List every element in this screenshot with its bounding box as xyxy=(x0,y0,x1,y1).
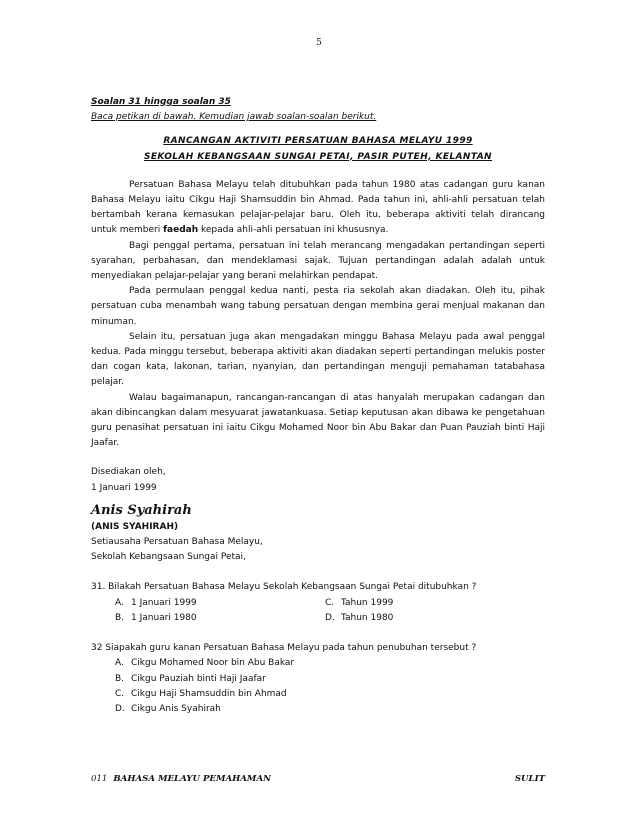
page-footer xyxy=(91,774,545,784)
passage-paragraph-3: Pada permulaan penggal kedua nanti, pesta ria sekolah akan diadakan. Oleh itu, pihak persatuan cuba menambah wang tabung persatuan dengan membina gerai menjual makanan dan minuman. xyxy=(91,286,545,327)
option-text: Cikgu Pauziah binti Haji Jaafar xyxy=(131,673,266,684)
option-text: Tahun 1999 xyxy=(341,597,394,608)
content-area xyxy=(91,95,545,717)
signoff-date: 1 Januari 1999 xyxy=(91,482,157,493)
option-row xyxy=(115,611,545,626)
answer-options xyxy=(91,656,545,717)
option-text: Cikgu Haji Shamsuddin bin Ahmad xyxy=(131,688,287,699)
option-letter: B. xyxy=(115,612,125,623)
highlighted-word: faedah xyxy=(163,225,199,236)
paper-code: 011 xyxy=(91,774,108,784)
option-letter: B. xyxy=(115,673,125,684)
passage-paragraph-2: Bagi penggal pertama, persatuan ini telah merancang mengadakan pertandingan seperti syarahan, perbahasan, dan mendeklamasi sajak. Tujuan pertandingan adalah adalah untuk menyediakan pelajar-pelajar yang berani melahirkan pendapat. xyxy=(91,240,545,282)
option-a[interactable] xyxy=(115,656,545,671)
footer-left xyxy=(91,774,271,784)
question-32 xyxy=(91,641,545,717)
option-text: 1 Januari 1980 xyxy=(131,612,197,623)
option-a[interactable] xyxy=(115,596,325,611)
section-title: Soalan 31 hingga soalan 35 xyxy=(91,97,231,107)
passage-paragraph-5: Walau bagaimanapun, rancangan-rancangan di atas hanyalah merupakan cadangan dan akan dibincangkan dalam mesyuarat jawatankuasa. Setiap keputusan akan dibawa ke pengetahuan guru penasihat persatuan ini iaitu Cikgu Mohamed Noor bin Abu Bakar dan Puan Pauziah binti Haji Jaafar. xyxy=(91,392,545,449)
signatory-role: Setiausaha Persatuan Bahasa Melayu, xyxy=(91,537,263,548)
option-letter: A. xyxy=(115,658,124,669)
passage-heading-line-1: RANCANGAN AKTIVITI PERSATUAN BAHASA MELAYU 1999 xyxy=(163,136,473,147)
passage-heading-line-2: SEKOLAH KEBANGSAAN SUNGAI PETAI, PASIR PUTEH, KELANTAN xyxy=(144,151,492,162)
signatory-school: Sekolah Kebangsaan Sungai Petai, xyxy=(91,552,246,563)
question-text: 32 Siapakah guru kanan Persatuan Bahasa Melayu pada tahun penubuhan tersebut ? xyxy=(91,643,477,654)
signoff-block xyxy=(91,465,545,495)
signature: Anis Syahirah xyxy=(91,502,192,518)
signatory-name: (ANIS SYAHIRAH) xyxy=(91,521,179,532)
option-row xyxy=(115,596,545,611)
passage-paragraph-1-start: Persatuan Bahasa Melayu telah ditubuhkan pada tahun 1980 atas cadangan guru kanan Bahasa Melayu iaitu Cikgu Haji Shamsuddin bin Ahmad. Pada tahun ini, ahli-ahli persatuan telah bertambah kerana kemasukan pelajar-pelajar baru. Oleh itu, beberapa aktiviti telah dirancang untuk memberi xyxy=(91,179,545,236)
passage-paragraph-1 xyxy=(91,178,545,239)
option-letter: A. xyxy=(115,597,124,608)
option-b[interactable] xyxy=(115,611,325,626)
option-text: Cikgu Anis Syahirah xyxy=(131,703,221,714)
passage-paragraph-1-end: kepada ahli-ahli persatuan ini khususnya. xyxy=(198,225,389,236)
page-number: 5 xyxy=(316,38,322,48)
question-text: 31. Bilakah Persatuan Bahasa Melayu Sekolah Kebangsaan Sungai Petai ditubuhkan ? xyxy=(91,582,477,593)
option-letter: D. xyxy=(115,703,125,714)
option-text: Tahun 1980 xyxy=(341,612,394,623)
option-c[interactable] xyxy=(325,596,535,611)
option-text: 1 Januari 1999 xyxy=(131,597,197,608)
answer-options xyxy=(91,596,545,626)
question-31 xyxy=(91,580,545,626)
reading-passage xyxy=(91,178,545,452)
signatory-details xyxy=(91,520,545,566)
option-d[interactable] xyxy=(115,702,545,717)
option-letter: C. xyxy=(325,597,335,608)
option-b[interactable] xyxy=(115,672,545,687)
instruction-text: Baca petikan di bawah. Kemudian jawab soalan-soalan berikut. xyxy=(91,112,377,123)
prepared-by: Disediakan oleh, xyxy=(91,467,166,478)
option-text: Cikgu Mohamed Noor bin Abu Bakar xyxy=(131,658,295,669)
option-d[interactable] xyxy=(325,611,535,626)
option-letter: D. xyxy=(325,612,335,623)
passage-paragraph-4: Selain itu, persatuan juga akan mengadakan minggu Bahasa Melayu pada awal penggal kedua. Pada minggu tersebut, beberapa aktiviti akan diadakan seperti pertandingan melukis poster dan cogan kata, lakonan, tarian, nyanyian, dan pertandingan menguji pemahaman tatabahasa pelajar. xyxy=(91,331,545,388)
classification-label: SULIT xyxy=(514,774,545,784)
option-c[interactable] xyxy=(115,687,545,702)
subject-title: BAHASA MELAYU PEMAHAMAN xyxy=(113,774,271,784)
option-letter: C. xyxy=(115,688,125,699)
